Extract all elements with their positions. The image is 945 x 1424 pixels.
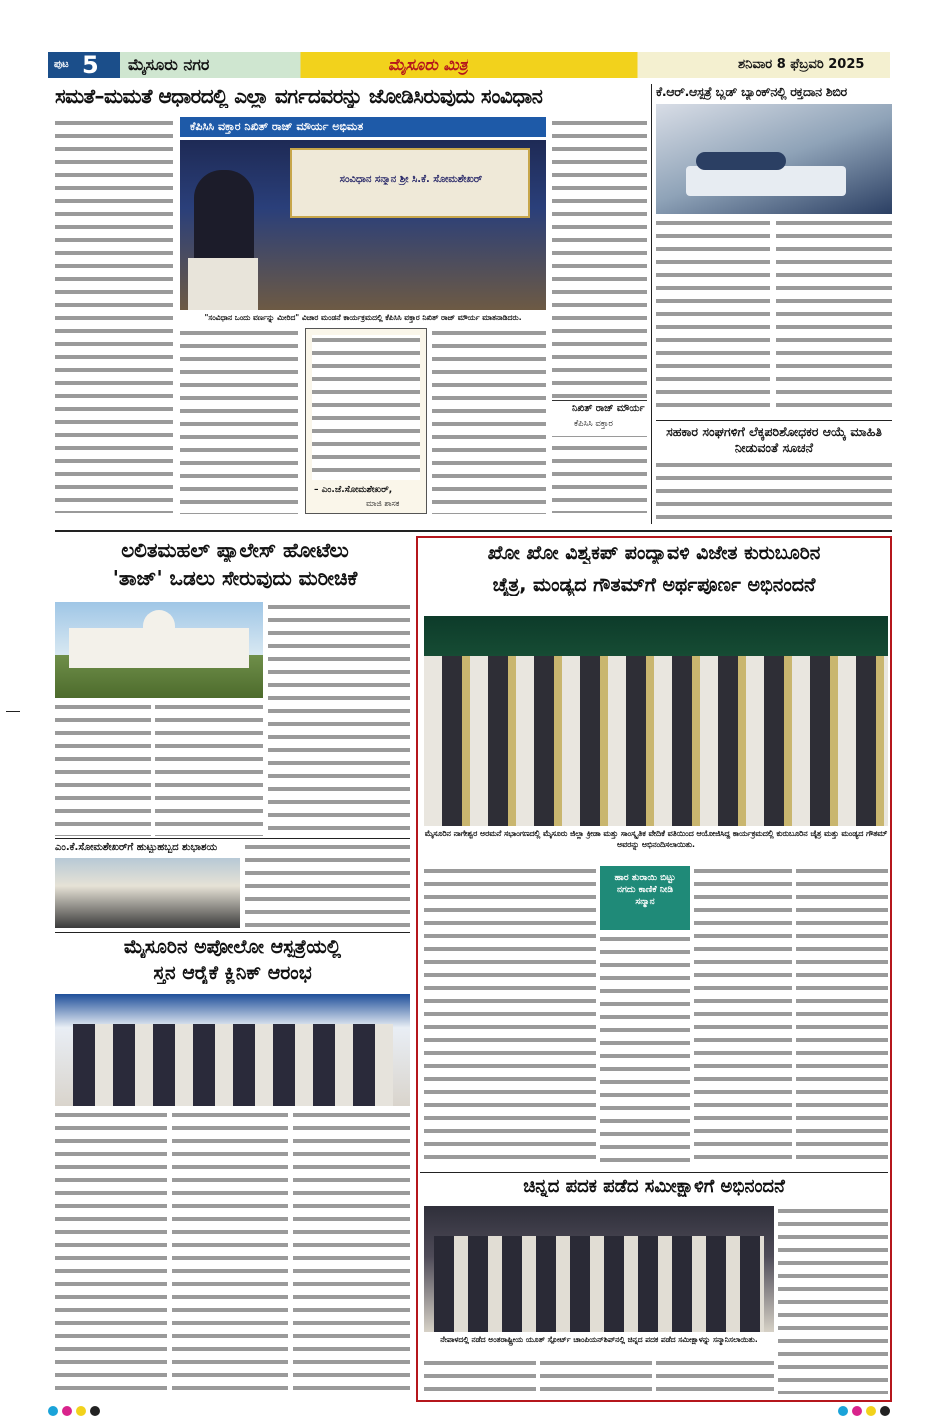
issue-date: ಶನಿವಾರ 8 ಫೆಬ್ರವರಿ 2025: [738, 57, 865, 72]
registration-dot-yellow-2: [866, 1406, 876, 1416]
story7-headline-line2: ಸ್ತನ ಆರೈಕೆ ಕ್ಲಿನಿಕ್ ಆರಂಭ: [153, 962, 312, 984]
story2-headline: ಕೆ.ಆರ್.ಆಸ್ಪತ್ರೆ ಬ್ಲಡ್ ಬ್ಯಾಂಕ್‌ನಲ್ಲಿ ರಕ್ತದಾನ ಶಿಬಿರ: [656, 84, 847, 99]
page-number-box: [48, 52, 120, 78]
story7-rule: [55, 932, 410, 933]
story6-headline: ಎಂ.ಕೆ.ಸೋಮಶೇಖರ್‌ಗೆ ಹುಟ್ಟುಹಬ್ಬದ ಶುಭಾಶಯ: [55, 842, 218, 853]
story4-headline-line2: 'ತಾಜ್' ಒಡಲು ಸೇರುವುದು ಮರೀಚಿಕೆ: [112, 566, 358, 590]
banner-text: ಸಂವಿಧಾನ ಸನ್ಮಾನ ಶ್ರೀ ಸಿ.ಕೆ. ಸೋಮಶೇಖರ್: [339, 174, 483, 185]
group-figures-2: [434, 1236, 764, 1332]
story7-column-1: [55, 1110, 167, 1392]
registration-dot-black: [90, 1406, 100, 1416]
story6-photo: [55, 858, 240, 928]
section-rule: [55, 530, 892, 532]
story7-column-3: [293, 1110, 410, 1392]
story7-column-2: [172, 1110, 288, 1392]
page-number: 5: [82, 51, 99, 79]
registration-dot-cyan: [48, 1406, 58, 1416]
story6-body: [245, 842, 410, 930]
quote-role: ಮಾಜಿ ಶಾಸಕ: [366, 499, 400, 508]
story5-headline-line2: ಚೈತ್ರ, ಮಂಡ್ಯದ ಗೌತಮ್‌ಗೆ ಅರ್ಥಪೂರ್ಣ ಅಭಿನಂದನೆ: [492, 574, 816, 596]
group-figures: [424, 656, 888, 826]
registration-dot-magenta: [62, 1406, 72, 1416]
donor-figure: [696, 152, 786, 170]
crop-mark-left: [6, 711, 20, 712]
story5-caption: ಮೈಸೂರಿನ ನಾಗೇಶ್ವರ ಅರಮನೆ ಸಭಾಂಗಣದಲ್ಲಿ ಮೈಸೂರು ಜಿಲ್ಲಾ ಕ್ರೀಡಾ ಮತ್ತು ಸಾಂಸ್ಕೃತಿಕ ವೇದಿಕೆ ವತಿಯಿಂದ ಆಯೋಜಿಸಿದ್ದ ಕಾರ್ಯಕ್ರಮದಲ್ಲಿ ಕುರುಬೂರಿನ ಚೈತ್ರ ಮತ್ತು ಮಂಡ್ಯದ ಗೌತಮ್ ಅವರನ್ನು ಅಭಿನಂದಿಸಲಾಯಿತು.: [424, 829, 888, 849]
registration-dot-magenta-2: [852, 1406, 862, 1416]
story1-column-4: [552, 118, 647, 513]
story8-column-side: [778, 1206, 888, 1394]
story1-headline: ಸಮತೆ–ಮಮತೆ ಆಧಾರದಲ್ಲಿ ಎಲ್ಲಾ ವರ್ಗದವರನ್ನು ಜೋಡಿಸಿರುವುದು ಸಂವಿಧಾನ: [55, 84, 543, 108]
story8-headline: ಚಿನ್ನದ ಪದಕ ಪಡೆದ ಸಮೀಕ್ಷಾಳಿಗೆ ಅಭಿನಂದನೆ: [523, 1176, 785, 1197]
story8-caption: ನೇಪಾಳದಲ್ಲಿ ನಡೆದ ಅಂತರಾಷ್ಟ್ರೀಯ ಯೂತ್ ಸ್ಪೋರ್ಟ್ ಚಾಂಪಿಯನ್‌ಶಿಪ್‌ನಲ್ಲಿ ಚಿನ್ನದ ಪದಕ ಪಡೆದ ಸಮೀಕ್ಷಾಳನ್ನು ಸನ್ಮಾನಿಸಲಾಯಿತು.: [440, 1335, 758, 1344]
story1-caption: "ಸಂವಿಧಾನ ಒಂದು ವರ್ಣನ್ನು ಮೀರಿದ" ವಿಚಾರ ಮಂಡನೆ ಕಾರ್ಯಕ್ರಮದಲ್ಲಿ ಕೆಪಿಸಿಸಿ ವಕ್ತಾರ ನಿಖಿತ್ ರಾಜ್ ಮೌರ್ಯ ಮಾತನಾಡಿದರು.: [204, 313, 522, 322]
story2-photo: [656, 104, 892, 214]
story8-column-2: [540, 1358, 652, 1394]
story3-top-rule: [656, 420, 892, 421]
story1-byline-box: [552, 400, 647, 436]
story4-column-3: [268, 602, 410, 836]
column-divider: [651, 84, 652, 524]
sidebar-label: ಹಾರ ತುರಾಯಿ ಬಿಟ್ಟು ನಗದು ಕಾಣಿಕೆ ನೀಡಿ ಸನ್ಮಾನ: [614, 873, 676, 907]
story2-column-1: [656, 218, 770, 416]
story4-column-1: [55, 702, 151, 836]
story5-sidebar: [600, 866, 690, 930]
story4-headline-line1: ಲಲಿತಮಹಲ್ ಪ್ಯಾಲೇಸ್ ಹೋಟೆಲು: [121, 538, 349, 562]
story1-subhead-bar: [180, 117, 546, 137]
story1-column-1: [55, 118, 173, 513]
story4-column-2: [155, 702, 263, 836]
group-row: [73, 1024, 393, 1106]
palace-dome: [143, 610, 175, 636]
story3-headline: ಸಹಕಾರ ಸಂಘಗಳಿಗೆ ಲೆಕ್ಕಪರಿಶೋಧಕರ ಆಯ್ಕೆ ಮಾಹಿತಿ ನೀಡುವಂತೆ ಸೂಚನೆ: [666, 424, 882, 455]
story1-subhead: ಕೆಪಿಸಿಸಿ ವಕ್ತಾರ ನಿಖಿತ್ ರಾಜ್ ಮೌರ್ಯ ಅಭಿಮತ: [190, 120, 364, 133]
story1-photo: [180, 140, 546, 310]
story3-body: [656, 460, 892, 524]
section-title: ಮೈಸೂರು ನಗರ: [128, 55, 210, 74]
registration-dot-yellow: [76, 1406, 86, 1416]
story8-column-1: [424, 1358, 536, 1394]
story7-photo: [55, 994, 410, 1106]
story1-quote-box: [305, 328, 427, 514]
hospital-bed: [686, 166, 846, 196]
byline-role: ಕೆಪಿಸಿಸಿ ವಕ್ತಾರ: [574, 419, 613, 429]
story5-column-2: [600, 934, 690, 1168]
story8-column-3: [656, 1358, 774, 1394]
story6-rule: [55, 838, 410, 839]
quote-text: [312, 335, 420, 480]
story5-column-4: [796, 866, 888, 1168]
page-header: [48, 52, 890, 78]
page-label: ಪುಟ: [54, 59, 69, 70]
story8-photo: [424, 1206, 774, 1332]
stage-banner: [290, 148, 530, 218]
story8-rule: [420, 1172, 888, 1173]
story1-column-3: [432, 328, 546, 514]
palace-photo: [55, 602, 263, 698]
byline-name: ನಿಖಿತ್ ರಾಜ್ ಮೌರ್ಯ: [572, 403, 645, 414]
story7-headline-line1: ಮೈಸೂರಿನ ಅಪೋಲೋ ಆಸ್ಪತ್ರೆಯಲ್ಲಿ: [123, 936, 342, 958]
story5-column-1: [424, 866, 596, 1168]
story5-headline-line1: ಖೋ ಖೋ ವಿಶ್ವಕಪ್ ಪಂದ್ಯಾವಳಿ ವಿಜೇತ ಕುರುಬೂರಿನ: [487, 542, 821, 564]
registration-dot-black-2: [880, 1406, 890, 1416]
masthead-logo: ಮೈಸೂರು ಮಿತ್ರ: [388, 55, 468, 74]
story5-photo: [424, 616, 888, 826]
story5-column-3: [694, 866, 792, 1168]
quote-author: – ಎಂ.ಜೆ.ಸೋಮಶೇಖರ್,: [314, 485, 393, 495]
story2-column-2: [776, 218, 892, 416]
podium: [188, 258, 258, 310]
registration-dot-cyan-2: [838, 1406, 848, 1416]
story1-column-2: [180, 328, 298, 514]
